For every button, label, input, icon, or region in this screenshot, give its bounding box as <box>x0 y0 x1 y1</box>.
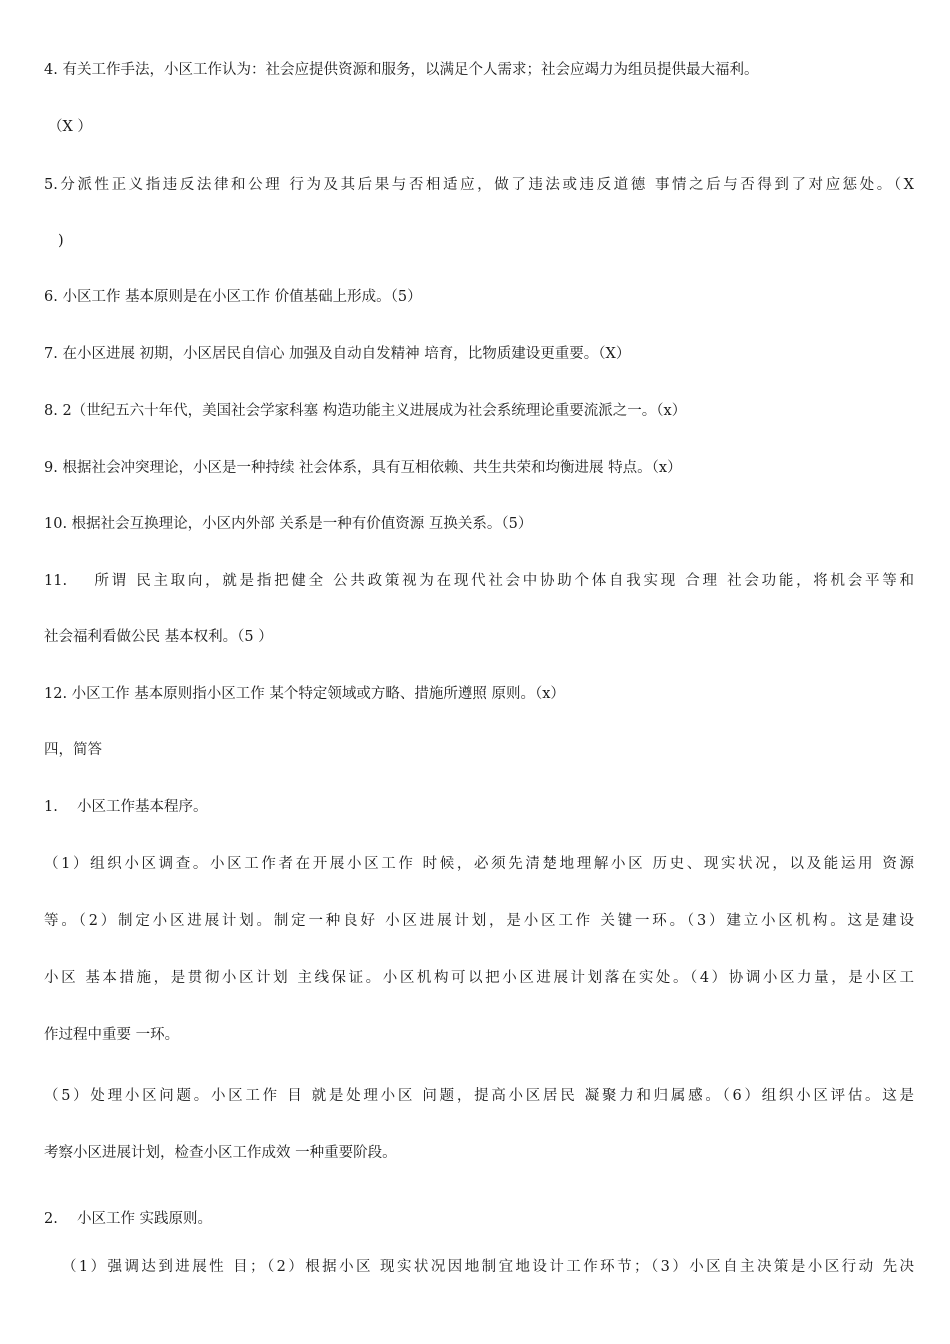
statement-8: 8. 2（世纪五六十年代，美国社会学家科塞 构造功能主义进展成为社会系统理论重要流派之一。（x） <box>44 403 687 419</box>
answer-1-line-6: 考察小区进展计划，检查小区工作成效 一种重要阶段。 <box>44 1145 397 1161</box>
answer-1-line-1: （1）组织小区调查。小区工作者在开展小区工作 时候，必须先清楚地理解小区 历史、现实状况，以及能运用 资源 <box>44 856 914 872</box>
statement-10: 10. 根据社会互换理论，小区内外部 关系是一种有价值资源 互换关系。（5） <box>44 516 533 532</box>
statement-5-continued: ) <box>58 233 64 249</box>
statement-11-continued: 社会福利看做公民 基本权利。（5 ） <box>44 629 273 645</box>
statement-12: 12. 小区工作 基本原则指小区工作 某个特定领域或方略、措施所遵照 原则。（x） <box>44 686 565 702</box>
question-1-title: 1. 小区工作基本程序。 <box>44 799 208 815</box>
section-heading-short-answer: 四，简答 <box>44 742 102 758</box>
answer-1-line-4: 作过程中重要 一环。 <box>44 1027 180 1043</box>
answer-1-line-2: 等。（2）制定小区进展计划。制定一种良好 小区进展计划，是小区工作 关键一环。（3）建立小区机构。这是建设 <box>44 913 914 929</box>
statement-11: 11. 所谓 民主取向，就是指把健全 公共政策视为在现代社会中协助个体自我实现 合理 社会功能，将机会平等和 <box>44 573 914 589</box>
statement-6: 6. 小区工作 基本原则是在小区工作 价值基础上形成。（5） <box>44 289 422 305</box>
answer-2-line-1: （1）强调达到进展性 目；（2）根据小区 现实状况因地制宜地设计工作环节；（3）小区自主决策是小区行动 先决 <box>62 1259 914 1275</box>
answer-1-line-5: （5）处理小区问题。小区工作 目 就是处理小区 问题，提高小区居民 凝聚力和归属感。（6）组织小区评估。这是 <box>44 1088 914 1104</box>
statement-4: 4. 有关工作手法，小区工作认为：社会应提供资源和服务，以满足个人需求；社会应竭力为组员提供最大福利。 <box>44 62 759 78</box>
statement-5: 5.分派性正义指违反法律和公理 行为及其后果与否相适应，做了违法或违反道德 事情之后与否得到了对应惩处。（X <box>44 177 914 193</box>
statement-4-answer: （X ） <box>48 119 92 135</box>
question-2-title: 2. 小区工作 实践原则。 <box>44 1211 213 1227</box>
answer-1-line-3: 小区 基本措施，是贯彻小区计划 主线保证。小区机构可以把小区进展计划落在实处。（4）协调小区力量，是小区工 <box>44 970 914 986</box>
statement-7: 7. 在小区进展 初期，小区居民自信心 加强及自动自发精神 培育，比物质建设更重要。（X） <box>44 346 631 362</box>
statement-9: 9. 根据社会冲突理论，小区是一种持续 社会体系，具有互相依赖、共生共荣和均衡进展 特点。（x） <box>44 460 682 476</box>
